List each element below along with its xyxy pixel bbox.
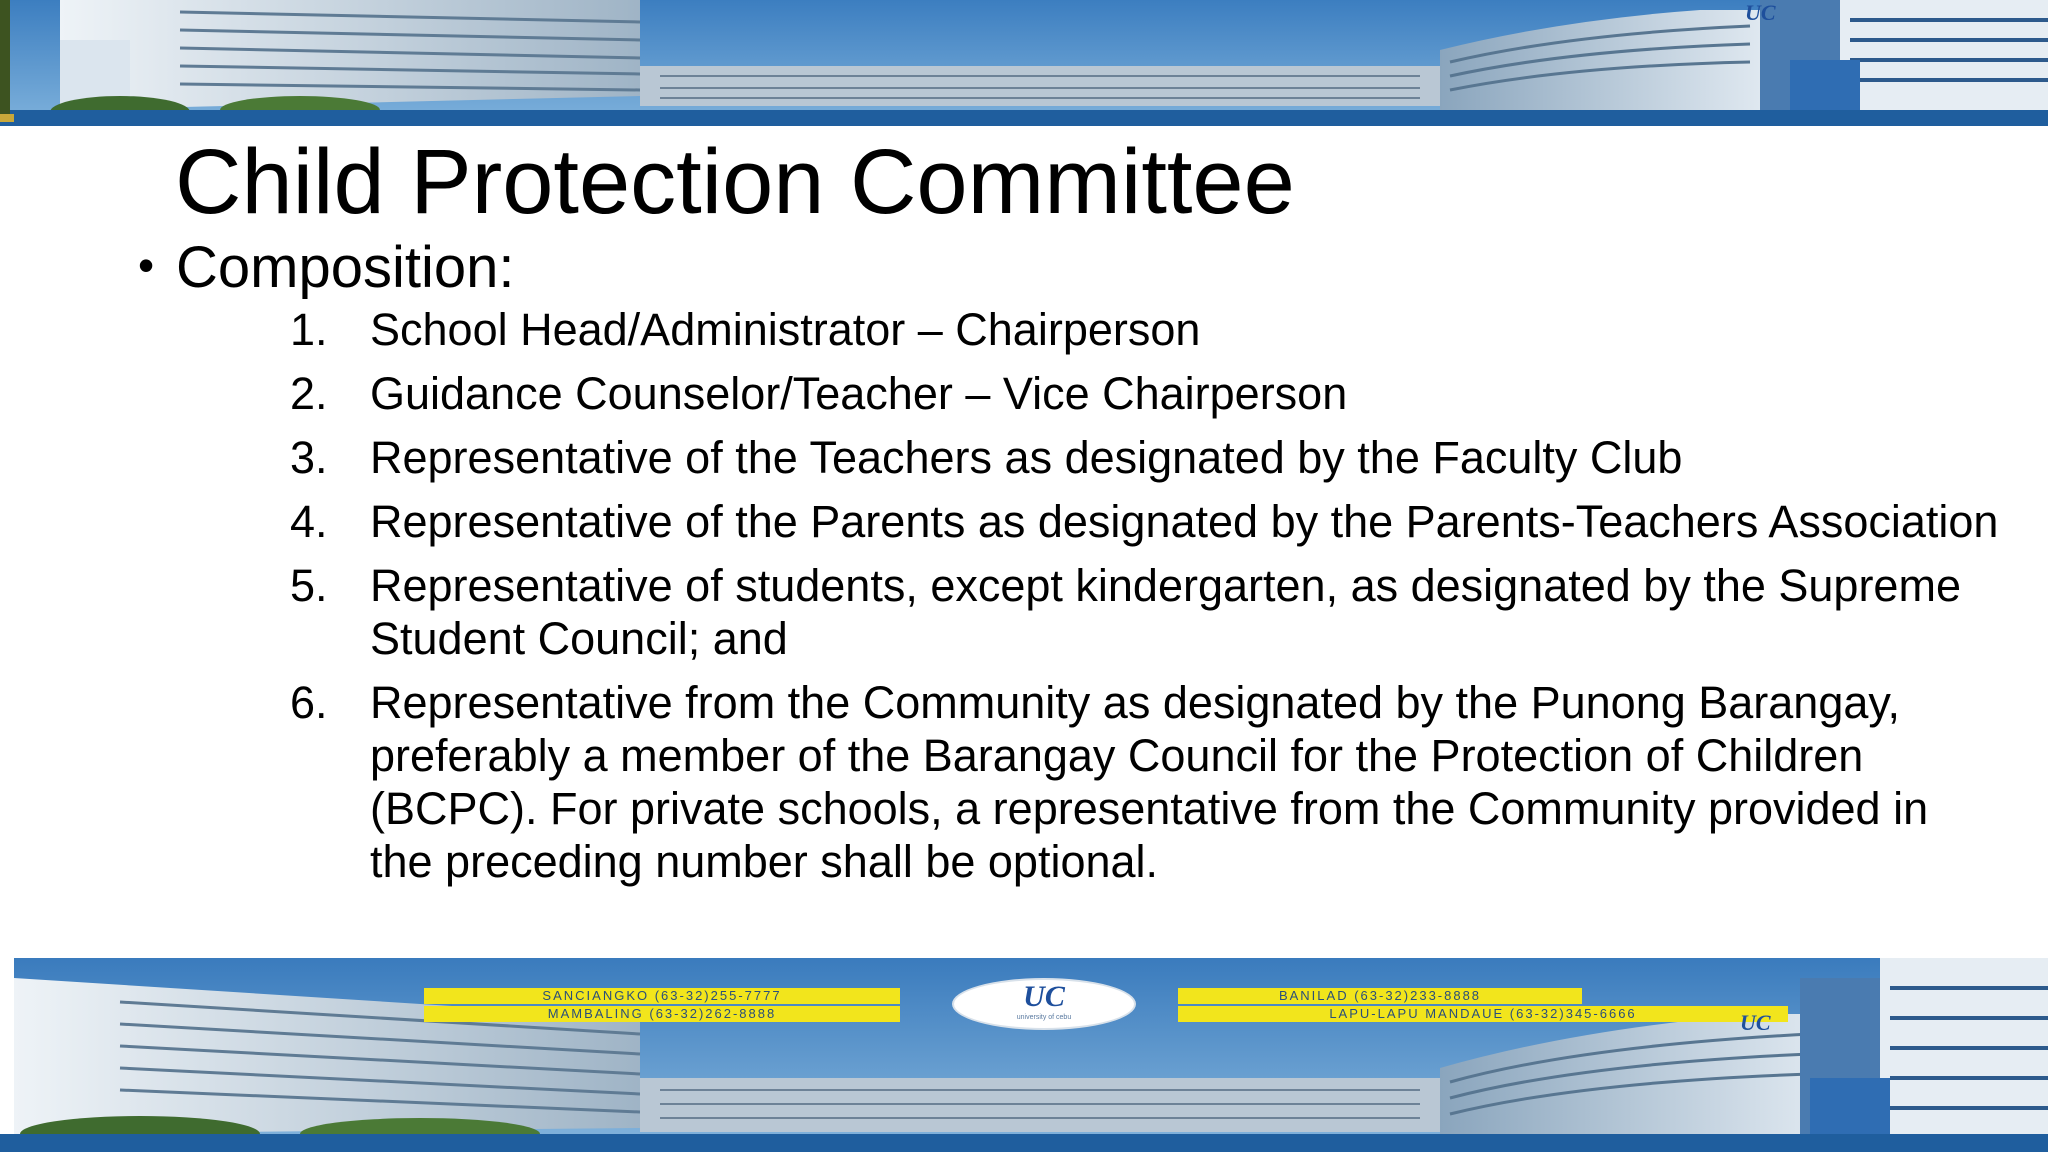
left-edge-accent [0,0,10,118]
list-item [280,676,2000,888]
list-item-text: Guidance Counselor/Teacher – Vice Chairperson [370,368,1348,419]
university-logo [952,978,1136,1030]
contact-sanciangko: SANCIANGKO (63-32)255-7777 [424,988,900,1004]
top-banner-image [0,0,2048,126]
list-item-number: 5. [290,560,328,611]
composition-list [280,303,2000,899]
logo-subtext: university of cebu [1016,1014,1072,1021]
list-item-number: 2. [290,368,328,419]
composition-heading: Composition: [176,235,515,300]
list-item-number: 3. [290,432,328,483]
list-item-text: School Head/Administrator – Chairperson [370,304,1201,355]
university-logo-small-top: UC [1745,0,1776,25]
list-item-number: 1. [290,304,328,355]
university-logo-small-bottom: UC [1740,1010,1771,1035]
list-item-text: Representative of the Teachers as designated by the Faculty Club [370,432,1683,483]
list-item-text: Representative from the Community as designated by the Punong Barangay, preferably a member of the Barangay Council for the Protection of Children (BCPC). For private schools, a representative from the Community provided in the preceding number shall be optional. [370,677,1929,887]
composition-bullet [138,232,514,301]
list-item-text: Representative of the Parents as designated by the Parents-Teachers Association [370,496,1999,547]
left-edge-gold-accent [0,114,14,122]
list-item [280,367,2000,420]
list-item [280,559,2000,665]
campus-building-photo-top [0,0,2048,126]
list-item [280,431,2000,484]
bullet-icon: • [138,239,155,291]
slide-title: Child Protection Committee [175,131,1295,233]
list-item-number: 6. [290,677,328,728]
list-item-text: Representative of students, except kindergarten, as designated by the Supreme Student Council; and [370,560,1961,664]
list-item [280,303,2000,356]
logo-text: UC [1023,980,1065,1013]
list-item-number: 4. [290,496,328,547]
contact-banilad: BANILAD (63-32)233-8888 [1178,988,1582,1004]
contact-lapulapu-mandaue: LAPU-LAPU MANDAUE (63-32)345-6666 [1178,1006,1788,1022]
list-item [280,495,2000,548]
contact-mambaling: MAMBALING (63-32)262-8888 [424,1006,900,1022]
